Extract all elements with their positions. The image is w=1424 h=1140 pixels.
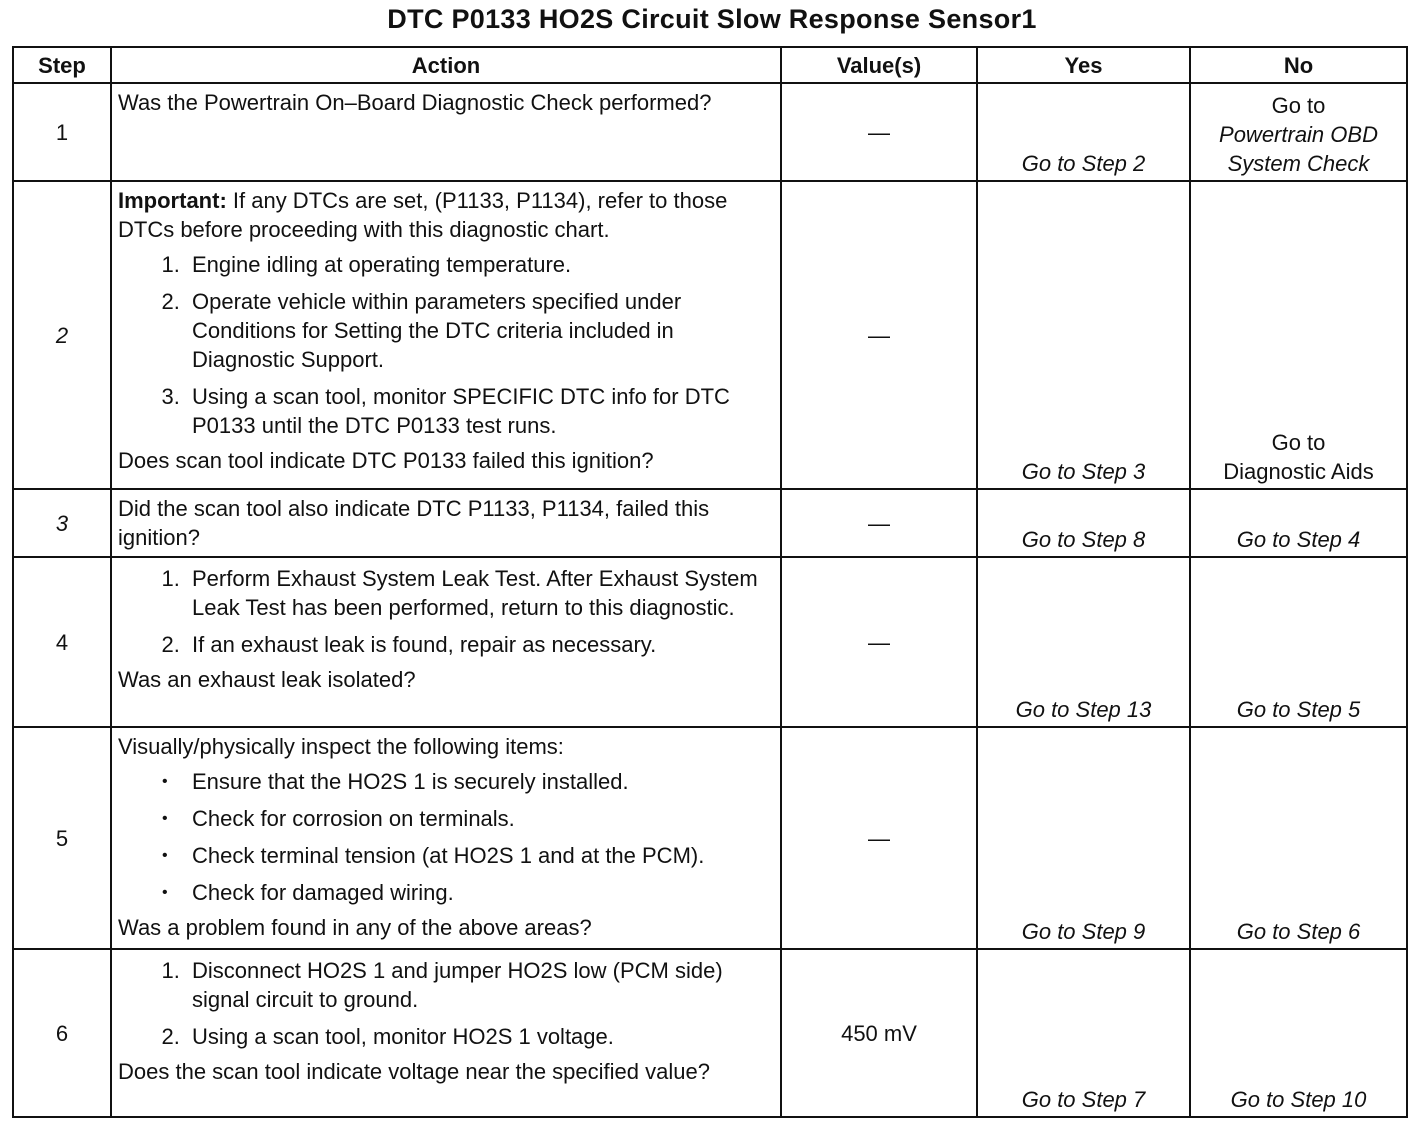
no-cell: Go to Step 6 [1190, 727, 1407, 949]
action-question: Was a problem found in any of the above areas? [118, 915, 592, 940]
list-item: 2. Using a scan tool, monitor HO2S 1 voltage. [186, 1022, 774, 1051]
column-header-values: Value(s) [781, 47, 977, 83]
list-item: 1. Perform Exhaust System Leak Test. After Exhaust System Leak Test has been performed, return to this diagnostic. [186, 564, 774, 622]
step-number: 4 [13, 557, 111, 727]
page-title: DTC P0133 HO2S Circuit Slow Response Sensor1 [387, 4, 1037, 34]
action-cell [111, 557, 781, 727]
table-row-step-4 [13, 557, 1407, 727]
inspection-list [118, 767, 774, 907]
column-header-yes: Yes [977, 47, 1190, 83]
list-item: 3. Using a scan tool, monitor SPECIFIC DTC info for DTC P0133 until the DTC P0133 test runs. [186, 382, 774, 440]
action-cell [111, 949, 781, 1117]
step-number: 6 [13, 949, 111, 1117]
action-steps-list [118, 564, 774, 659]
no-goto-target: Diagnostic Aids [1223, 459, 1374, 484]
no-cell: Go to Step 10 [1190, 949, 1407, 1117]
action-steps-list [118, 956, 774, 1051]
value-cell: — [781, 727, 977, 949]
no-cell: Go to Step 4 [1190, 489, 1407, 557]
yes-cell: Go to Step 8 [977, 489, 1190, 557]
value-cell: — [781, 557, 977, 727]
important-label: Important: [118, 188, 227, 213]
yes-cell: Go to Step 13 [977, 557, 1190, 727]
no-goto-label: Go to [1271, 430, 1326, 455]
list-item: 2. Operate vehicle within parameters specified under Conditions for Setting the DTC criteria included in Diagnostic Support. [186, 287, 774, 374]
list-item: 2. If an exhaust leak is found, repair as necessary. [186, 630, 774, 659]
action-cell [111, 727, 781, 949]
value-cell: — [781, 181, 977, 489]
header-row [13, 47, 1407, 83]
list-item: 1. Disconnect HO2S 1 and jumper HO2S low (PCM side) signal circuit to ground. [186, 956, 774, 1014]
list-item: 1. Engine idling at operating temperature. [186, 250, 774, 279]
action-question: Does the scan tool indicate voltage near the specified value? [118, 1059, 710, 1084]
action-intro: Visually/physically inspect the following items: [118, 734, 564, 759]
no-goto-label: Go to [1271, 93, 1326, 118]
action-question: Did the scan tool also indicate DTC P1133, P1134, failed this ignition? [118, 496, 710, 550]
column-header-step: Step [13, 47, 111, 83]
action-question: Was the Powertrain On–Board Diagnostic Check performed? [118, 90, 712, 115]
column-header-action: Action [111, 47, 781, 83]
table-row-step-2 [13, 181, 1407, 489]
no-cell [1190, 181, 1407, 489]
yes-cell: Go to Step 2 [977, 83, 1190, 181]
list-item: • Check for corrosion on terminals. [186, 804, 774, 833]
diagnostic-table [12, 46, 1408, 1118]
list-item: • Ensure that the HO2S 1 is securely installed. [186, 767, 774, 796]
no-cell: Go to Step 5 [1190, 557, 1407, 727]
step-number: 1 [13, 83, 111, 181]
action-cell [111, 83, 781, 181]
action-cell [111, 181, 781, 489]
important-note [118, 186, 774, 244]
step-number: 5 [13, 727, 111, 949]
action-cell [111, 489, 781, 557]
yes-cell: Go to Step 9 [977, 727, 1190, 949]
action-question: Does scan tool indicate DTC P0133 failed this ignition? [118, 448, 654, 473]
table-row-step-6 [13, 949, 1407, 1117]
value-cell: — [781, 489, 977, 557]
table-row-step-1 [13, 83, 1407, 181]
action-steps-list [118, 250, 774, 440]
table-row-step-5 [13, 727, 1407, 949]
yes-cell: Go to Step 3 [977, 181, 1190, 489]
table-row-step-3 [13, 489, 1407, 557]
list-item: • Check for damaged wiring. [186, 878, 774, 907]
column-header-no: No [1190, 47, 1407, 83]
step-number: 3 [13, 489, 111, 557]
no-cell [1190, 83, 1407, 181]
step-number: 2 [13, 181, 111, 489]
important-text: If any DTCs are set, (P1133, P1134), refer to those DTCs before proceeding with this diagnostic chart. [118, 188, 728, 242]
value-cell: — [781, 83, 977, 181]
list-item: • Check terminal tension (at HO2S 1 and at the PCM). [186, 841, 774, 870]
value-cell: 450 mV [781, 949, 977, 1117]
action-question: Was an exhaust leak isolated? [118, 667, 416, 692]
no-goto-target: Powertrain OBD System Check [1219, 122, 1378, 176]
yes-cell: Go to Step 7 [977, 949, 1190, 1117]
